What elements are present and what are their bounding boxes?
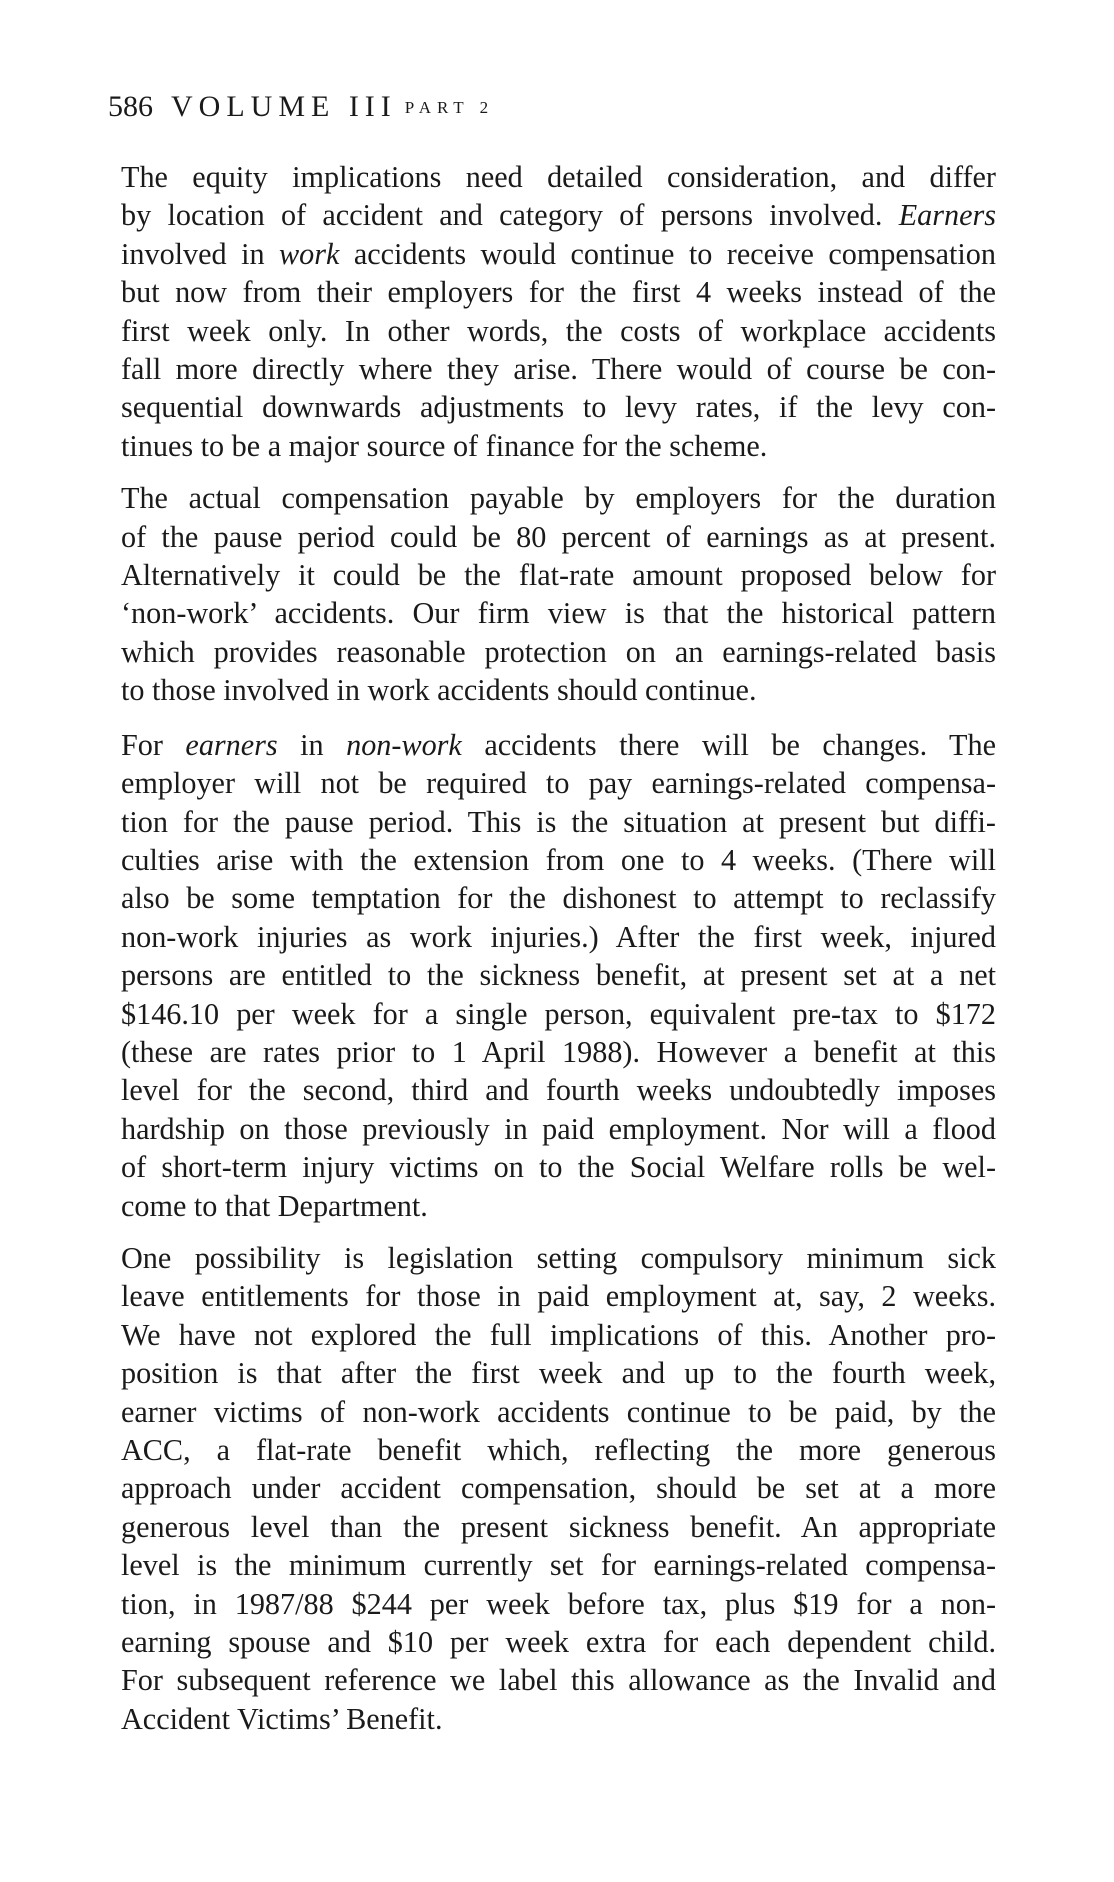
- page-number: 586: [108, 90, 153, 123]
- text-line: employer will not be required to pay earnings-related compensa-: [121, 766, 996, 801]
- text-line: also be some temptation for the dishonest to attempt to reclassify: [121, 881, 996, 916]
- text-line: culties arise with the extension from one to 4 weeks. (There will: [121, 842, 996, 877]
- text-line: level is the minimum currently set for earnings-related compensa-: [121, 1548, 996, 1583]
- text-segment: involved in: [121, 236, 279, 271]
- text-line: persons are entitled to the sickness benefit, at present set at a net: [121, 958, 996, 993]
- text-line: earning spouse and $10 per week extra for each dependent child.: [121, 1625, 996, 1660]
- text-segment: accidents there will be changes. The: [461, 727, 996, 762]
- text-line: non-work injuries as work injuries.) After the first week, injured: [121, 919, 996, 954]
- text-line: [121, 196, 996, 234]
- text-line: We have not explored the full implications of this. Another pro-: [121, 1317, 996, 1352]
- text-line: generous level than the present sickness benefit. An appropriate: [121, 1509, 996, 1544]
- text-line: come to that Department.: [121, 1188, 428, 1223]
- italic-term: work: [279, 236, 340, 271]
- text-line: For subsequent reference we label this allowance as the Invalid and: [121, 1663, 996, 1698]
- text-line: of the pause period could be 80 percent of earnings as at present.: [121, 519, 996, 554]
- text-segment: For: [121, 727, 186, 762]
- text-line: tinues to be a major source of finance for the scheme.: [121, 428, 768, 463]
- part-label: PART 2: [404, 98, 495, 117]
- text-line: earner victims of non-work accidents continue to be paid, by the: [121, 1394, 996, 1429]
- paragraph-equity-implications: [121, 158, 996, 465]
- text-line: sequential downwards adjustments to levy rates, if the levy con-: [121, 390, 996, 425]
- italic-term: Earners: [898, 198, 996, 233]
- text-line: (these are rates prior to 1 April 1988). However a benefit at this: [121, 1034, 996, 1069]
- text-segment: accidents would continue to receive compensation: [339, 236, 996, 271]
- text-line: but now from their employers for the first 4 weeks instead of the: [121, 275, 996, 310]
- text-line: of short-term injury victims on to the Social Welfare rolls be wel-: [121, 1150, 996, 1185]
- text-segment: in: [277, 727, 347, 762]
- text-line: $146.10 per week for a single person, equivalent pre-tax to $172: [121, 996, 996, 1031]
- text-line: which provides reasonable protection on an earnings-related basis: [121, 634, 996, 669]
- text-line: to those involved in work accidents should continue.: [121, 673, 757, 708]
- text-line: ‘non-work’ accidents. Our firm view is that the historical pattern: [121, 596, 996, 631]
- text-line: tion, in 1987/88 $244 per week before tax, plus $19 for a non-: [121, 1586, 996, 1621]
- body-text: [121, 158, 996, 1754]
- text-line: hardship on those previously in paid employment. Nor will a flood: [121, 1111, 996, 1146]
- paragraph-actual-compensation: [121, 479, 996, 709]
- text-segment: by location of accident and category of persons involved.: [121, 198, 899, 233]
- text-line: position is that after the first week and up to the fourth week,: [121, 1356, 996, 1391]
- paragraph-sick-leave-proposal: [121, 1239, 996, 1738]
- text-line: Alternatively it could be the flat-rate amount proposed below for: [121, 558, 996, 593]
- paragraph-non-work-earners: [121, 726, 996, 1225]
- text-line: level for the second, third and fourth weeks undoubtedly imposes: [121, 1073, 996, 1108]
- text-line: fall more directly where they arise. There would of course be con-: [121, 352, 996, 387]
- text-line: tion for the pause period. This is the situation at present but diffi-: [121, 804, 996, 839]
- italic-term: earners: [185, 727, 278, 762]
- text-line: One possibility is legislation setting compulsory minimum sick: [121, 1240, 996, 1275]
- text-line: [121, 235, 996, 273]
- text-line: approach under accident compensation, should be set at a more: [121, 1471, 996, 1506]
- text-line: first week only. In other words, the costs of workplace accidents: [121, 313, 996, 348]
- text-line: The actual compensation payable by employers for the duration: [121, 481, 996, 516]
- italic-term: non-work: [346, 727, 462, 762]
- volume-label: VOLUME III: [171, 90, 397, 123]
- text-line: ACC, a flat-rate benefit which, reflecting the more generous: [121, 1433, 996, 1467]
- text-line: [121, 726, 996, 764]
- text-line: The equity implications need detailed consideration, and differ: [121, 160, 996, 194]
- running-head: [108, 92, 494, 122]
- text-line: Accident Victims’ Benefit.: [121, 1701, 443, 1736]
- text-line: leave entitlements for those in paid employment at, say, 2 weeks.: [121, 1279, 996, 1314]
